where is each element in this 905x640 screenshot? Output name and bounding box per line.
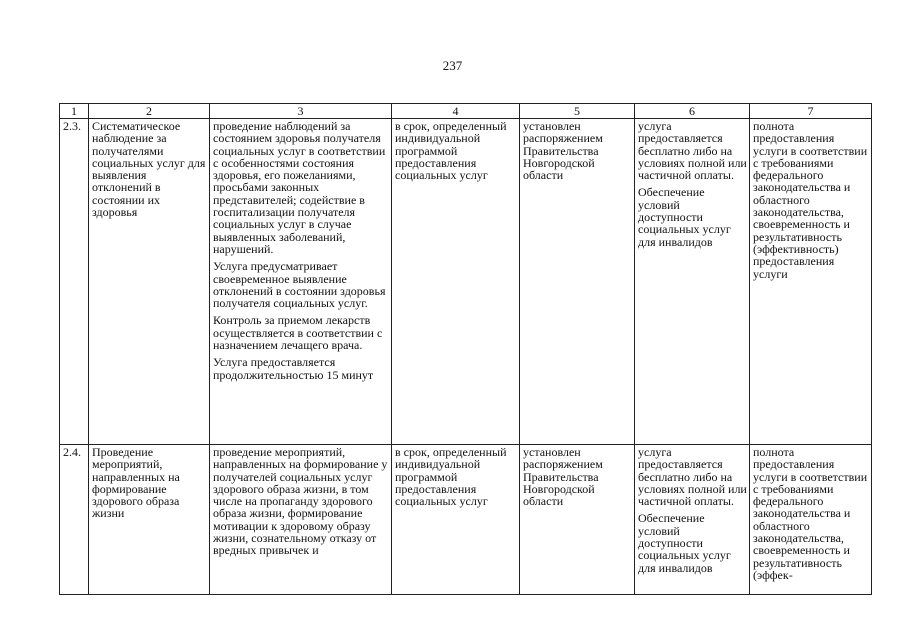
column-header: 6 [635, 104, 750, 119]
conditions-paragraph: услуга предоставляется бесплатно либо на условиях полной или частичной оплаты. [638, 445, 747, 509]
conditions-paragraph: Обеспечение условий доступности социальных услуг для инвалидов [638, 511, 731, 575]
row-number: 2.3. [60, 119, 89, 445]
column-header: 5 [520, 104, 635, 119]
table-row [60, 445, 872, 595]
table-row [60, 119, 872, 445]
service-name: Систематическое наблюдение за получателями социальных услуг для выявления отклонений в состоянии их здоровья [89, 119, 210, 445]
service-term: в срок, определенный индивидуальной программой предоставления социальных услуг [392, 119, 520, 445]
service-conditions [635, 445, 750, 595]
row-number: 2.4. [60, 445, 89, 595]
service-tariff: установлен распоряжением Правительства Новгородской области [520, 119, 635, 445]
column-header: 7 [750, 104, 872, 119]
services-table [59, 103, 872, 595]
conditions-paragraph: Обеспечение условий доступности социальных услуг для инвалидов [638, 185, 731, 249]
service-tariff: установлен распоряжением Правительства Новгородской области [520, 445, 635, 595]
service-content [210, 445, 392, 595]
conditions-paragraph: услуга предоставляется бесплатно либо на условиях полной или частичной оплаты. [638, 119, 747, 183]
service-conditions [635, 119, 750, 445]
service-content [210, 119, 392, 445]
content-paragraph: проведение мероприятий, направленных на формирование у получателей социальных услуг здорового образа жизни, в том числе на пропаганду здорового образа жизни, формирование мотивации к здоровому образу жизни, сознательному отказу от вредных привычек и [213, 445, 388, 558]
content-paragraph: Контроль за приемом лекарств осуществляется в соответствии с назначением лечащего врача. [213, 313, 383, 353]
column-header: 4 [392, 104, 520, 119]
service-name: Проведение мероприятий, направленных на формирование здорового образа жизни [89, 445, 210, 595]
service-quality: полнота предоставления услуги в соответствии с требованиями федерального законодательства и областного законодательства, своевременность и результативность (эффективность) предоставления услуги [750, 119, 872, 445]
service-quality: полнота предоставления услуги в соответствии с требованиями федерального законодательства и областного законодательства, своевременность и результативность (эффек- [750, 445, 872, 595]
column-header: 2 [89, 104, 210, 119]
column-header: 3 [210, 104, 392, 119]
column-header: 1 [60, 104, 89, 119]
content-paragraph: Услуга предусматривает своевременное выявление отклонений в состоянии здоровья получателя социальных услуг. [213, 259, 386, 311]
content-paragraph: Услуга предоставляется продолжительностью 15 минут [213, 355, 374, 382]
table-header-row [60, 104, 872, 119]
service-term: в срок, определенный индивидуальной программой предоставления социальных услуг [392, 445, 520, 595]
page-number: 237 [442, 58, 463, 73]
content-paragraph: проведение наблюдений за состоянием здоровья получателя социальных услуг в соответствии с особенностями состояния здоровья, его пожеланиями, просьбами законных представителей; содействие в госпитализации получателя социальных услуг в случае выявленных заболеваний, нарушений. [213, 119, 386, 256]
